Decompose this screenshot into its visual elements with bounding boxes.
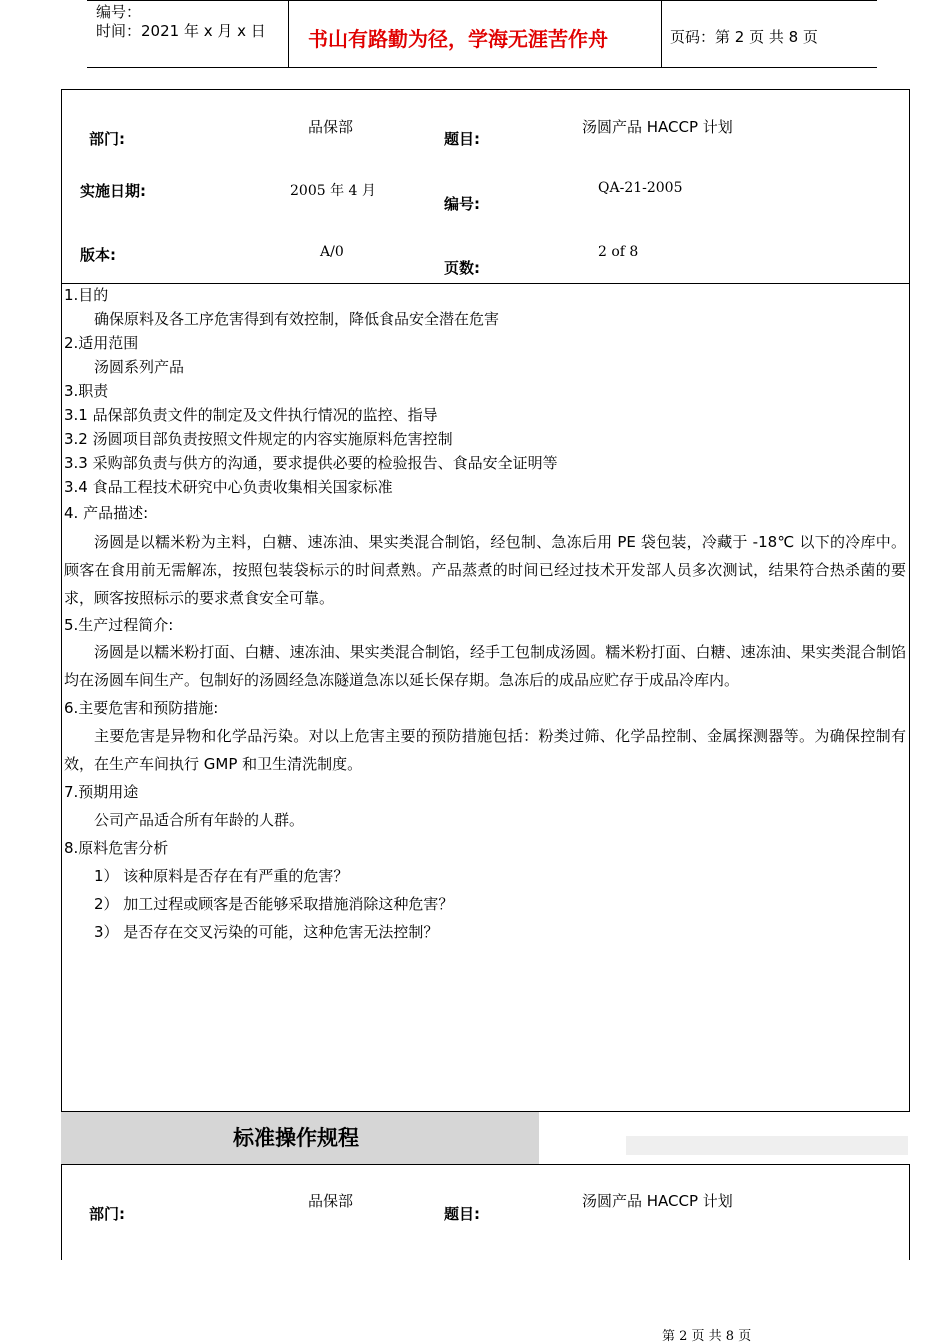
date-label: 实施日期:	[80, 182, 146, 200]
page-footer: 第 2 页 共 8 页	[662, 1329, 752, 1344]
date-value: 2005 年 4 月	[290, 183, 376, 199]
department-value: 品保部	[308, 118, 354, 136]
header-divider-left	[288, 0, 289, 68]
header-number-label: 编号：	[96, 3, 142, 21]
subject-value-2: 汤圆产品 HACCP 计划	[582, 1192, 733, 1210]
header-top-rule	[87, 0, 877, 1]
pages-value: 2 of 8	[598, 244, 639, 260]
section-2-title: 2.适用范围	[64, 334, 139, 352]
section-8-question-1: 1） 该种原料是否存在有严重的危害？	[94, 867, 349, 885]
pages-label: 页数:	[444, 259, 480, 277]
section-8-question-2: 2） 加工过程或顾客是否能够采取措施消除这种危害？	[94, 895, 454, 913]
section-3-title: 3.职责	[64, 382, 109, 400]
sop-side-strip	[626, 1136, 908, 1155]
header-time: 时间：2021 年 x 月 x 日	[96, 22, 266, 40]
doc-header-2-right-rule	[909, 1164, 910, 1260]
version-label: 版本:	[80, 246, 116, 264]
section-8-question-3: 3） 是否存在交叉污染的可能，这种危害无法控制？	[94, 923, 439, 941]
header-page-code: 页码：第 2 页 共 8 页	[670, 28, 818, 46]
section-2-text: 汤圆系列产品	[94, 358, 185, 376]
subject-label: 题目:	[444, 130, 480, 148]
section-1-title: 1.目的	[64, 286, 109, 304]
section-3-4: 3.4 食品工程技术研究中心负责收集相关国家标准	[64, 478, 393, 496]
section-4-text: 汤圆是以糯米粉为主料，白糖、速冻油、果实类混合制馅，经包制、急冻后用 PE 袋包装，冷藏于 -18℃ 以下的冷库中。顾客在食用前无需解冻，按照包装袋标示的时间煮熟。产品蒸煮的时间已经过技术开发部人员多次测试，结果符合热杀菌的要求，顾客按照标示的要求煮食安全可靠。	[64, 533, 906, 607]
code-value: QA-21-2005	[598, 180, 683, 196]
section-1-text: 确保原料及各工序危害得到有效控制，降低食品安全潜在危害	[94, 310, 500, 328]
subject-value: 汤圆产品 HACCP 计划	[582, 118, 733, 136]
section-7-text: 公司产品适合所有年龄的人群。	[94, 811, 305, 829]
section-6-text: 主要危害是异物和化学品污染。对以上危害主要的预防措施包括：粉类过筛、化学品控制、金属探测器等。为确保控制有效，在生产车间执行 GMP 和卫生清洗制度。	[64, 727, 906, 773]
section-3-3: 3.3 采购部负责与供方的沟通，要求提供必要的检验报告、食品安全证明等	[64, 454, 558, 472]
header-bottom-rule	[87, 67, 877, 68]
section-6-title: 6.主要危害和预防措施:	[64, 699, 219, 717]
section-4-title: 4. 产品描述:	[64, 504, 149, 522]
subject-label-2: 题目:	[444, 1205, 480, 1223]
header-divider-right	[661, 0, 662, 68]
section-7-title: 7.预期用途	[64, 783, 139, 801]
header-motto: 书山有路勤为径，学海无涯苦作舟	[308, 27, 608, 51]
content-body	[64, 283, 906, 946]
section-8-title: 8.原料危害分析	[64, 839, 169, 857]
section-5-title: 5.生产过程简介:	[64, 616, 174, 634]
doc-header-2-top-rule	[61, 1164, 910, 1165]
department-value-2: 品保部	[308, 1192, 354, 1210]
department-label-2: 部门:	[89, 1205, 125, 1223]
section-3-2: 3.2 汤圆项目部负责按照文件规定的内容实施原料危害控制	[64, 430, 453, 448]
doc-header-table	[61, 89, 910, 284]
section-5-text: 汤圆是以糯米粉打面、白糖、速冻油、果实类混合制馅，经手工包制成汤圆。糯米粉打面、白糖、速冻油、果实类混合制馅均在汤圆车间生产。包制好的汤圆经急冻隧道急冻以延长保存期。急冻后的成品应贮存于成品冷库内。	[64, 643, 906, 689]
code-label: 编号:	[444, 195, 480, 213]
department-label: 部门:	[89, 130, 125, 148]
sop-title: 标准操作规程	[233, 1126, 359, 1150]
section-3-1: 3.1 品保部负责文件的制定及文件执行情况的监控、指导	[64, 406, 438, 424]
doc-header-2-left-rule	[61, 1164, 62, 1260]
version-value: A/0	[320, 244, 344, 260]
